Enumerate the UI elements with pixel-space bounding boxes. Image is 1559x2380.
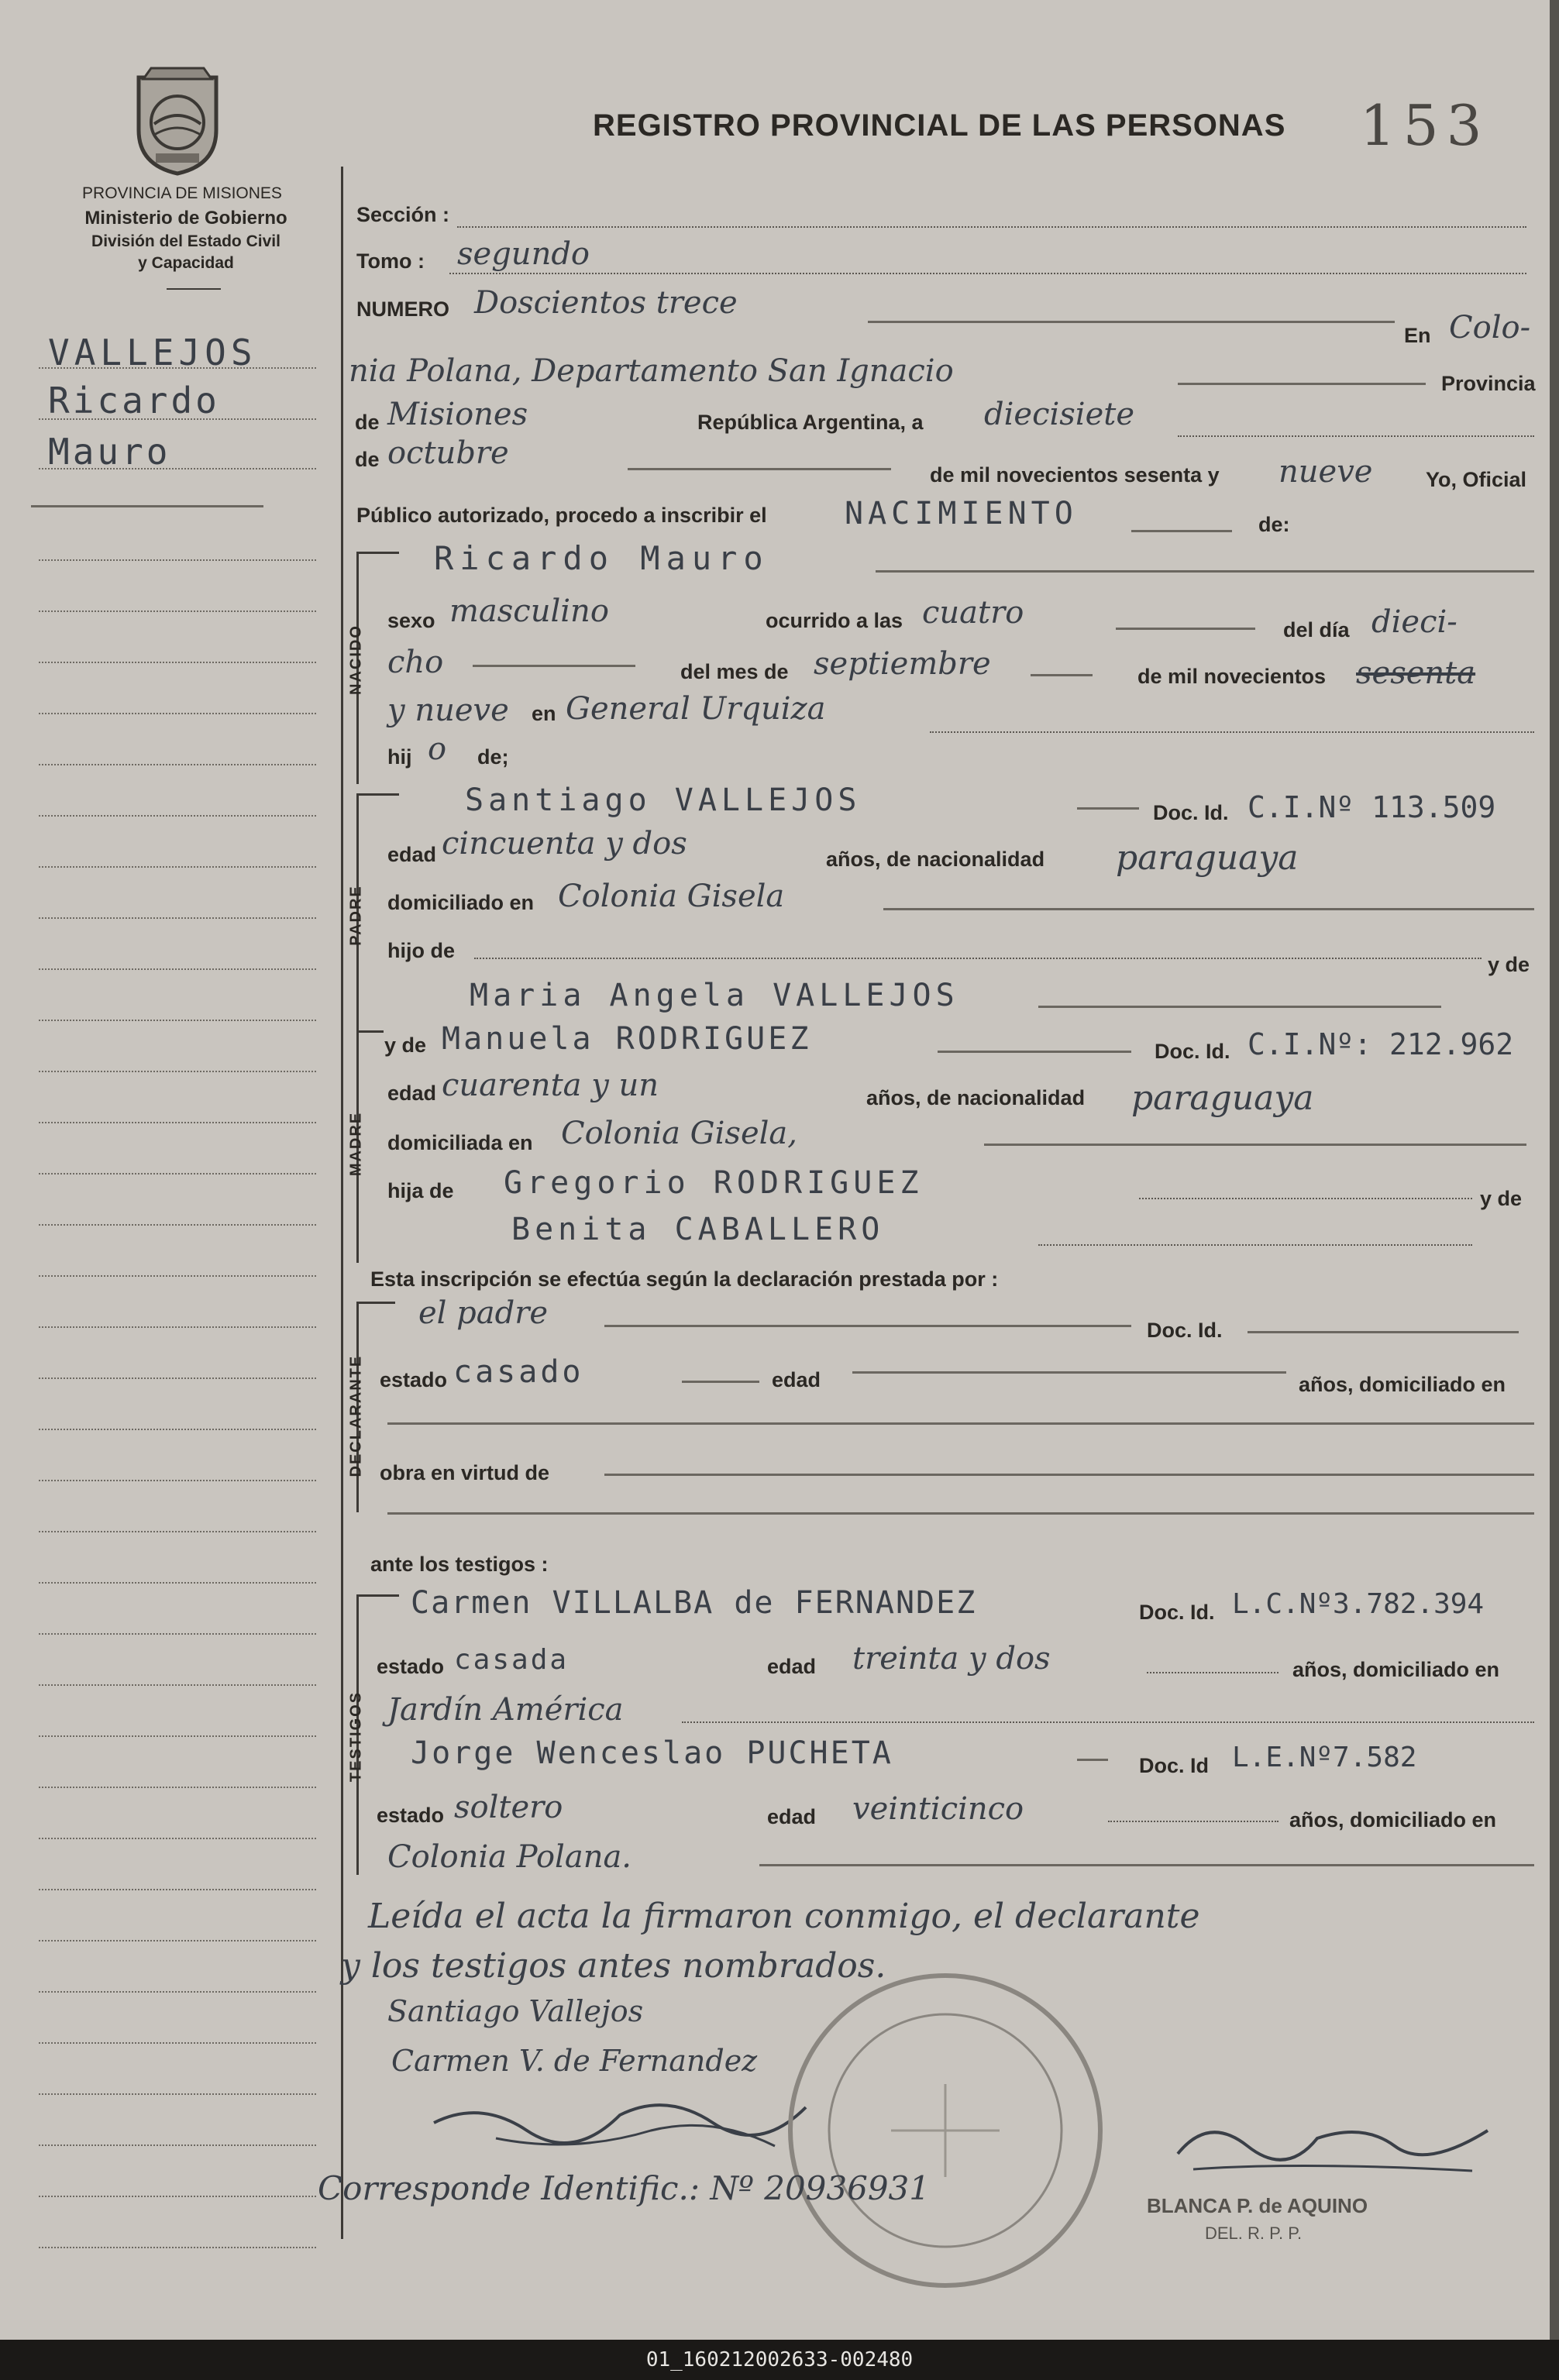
org-divider [167,288,221,290]
testigo2-domicilio: Colonia Polana. [387,1839,632,1875]
padre-nacionalidad: paraguaya [1116,838,1299,878]
madre-madre-nombre: Benita CABALLERO [511,1212,885,1247]
madre-hija-de-label: hija de [387,1179,454,1202]
margin-surname: VALLEJOS [48,332,257,373]
hijo-label: hij [387,745,412,769]
madre-nacionalidad: paraguaya [1131,1078,1314,1118]
testigo1-anios-label: años, domiciliado en [1292,1658,1500,1681]
testigo2-nombre: Jorge Wenceslao PUCHETA [411,1735,893,1771]
dia-value: diecisiete [984,397,1135,432]
milnov-label: de mil novecientos [1137,665,1327,688]
seccion-label: Sección : [356,203,450,226]
testigo2-estado-value: soltero [454,1790,563,1825]
padre-edad-value: cincuenta y dos [442,826,687,862]
mes-value: octubre [387,435,509,471]
tomo-label: Tomo : [356,249,425,273]
cierre-line-2: y los testigos antes nombrados. [341,1946,886,1986]
madre-edad-label: edad [387,1082,437,1105]
de-label: de [355,411,380,434]
testigos-section-label: TESTIGOS [347,1690,365,1783]
declarante-section-label: DECLARANTE [347,1354,365,1477]
mil-label: de mil novecientos sesenta y [930,463,1220,487]
declarante-edad-label: edad [772,1368,821,1391]
padre-edad-label: edad [387,843,437,866]
testigo2-edad-value: veinticinco [852,1791,1024,1827]
publico-label: Público autorizado, procedo a inscribir el [356,504,767,527]
padre-doc-label: Doc. Id. [1153,801,1229,824]
nacido-nombre: Ricardo Mauro [434,539,769,577]
org-line-4: y Capacidad [138,254,234,272]
hijo-value: o [428,731,447,767]
testigo1-domicilio: Jardín América [387,1692,624,1728]
dia-value-2: cho [387,645,444,680]
padre-yde-label: y de [1488,953,1530,976]
anio-value-nacido-2: y nueve [387,693,509,728]
en-label-nacido: en [532,702,556,725]
padre-doc-value: C.I.Nº 113.509 [1248,790,1496,824]
testigo2-anios-label: años, domiciliado en [1289,1808,1497,1831]
madre-yde-label: y de [384,1034,427,1057]
register-title: REGISTRO PROVINCIAL DE LAS PERSONAS [593,108,1286,143]
signature-scribble-icon [418,2076,821,2162]
declarante-estado-label: estado [380,1368,448,1391]
declarante-estado-value: casado [453,1354,584,1390]
anio-value: nueve [1279,454,1373,490]
official-signature-icon [1162,2100,1503,2185]
oficial-cargo: DEL. R. P. P. [1205,2224,1303,2243]
org-line-2: Ministerio de Gobierno [84,208,287,229]
padre-domicilio-value: Colonia Gisela [558,879,785,914]
dia-value: dieci- [1371,604,1457,640]
declarante-doc-label: Doc. Id. [1147,1319,1223,1342]
nacido-section-label: NACIDO [347,624,365,695]
de-label-2: de [355,448,380,471]
testigo1-edad-value: treinta y dos [852,1641,1051,1677]
official-stamp-icon [775,1960,1116,2301]
anio-value-nacido: sesenta [1356,655,1476,691]
padre-domicilio-label: domiciliado en [387,891,535,914]
book-binding-edge [1550,0,1559,2340]
madre-doc-value: C.I.Nº: 212.962 [1248,1027,1514,1061]
nota-identificacion: Corresponde Identific.: Nº 20936931 [318,2169,931,2207]
delmes-label: del mes de [680,660,789,683]
margin-close-line [31,505,263,507]
testigo2-doc-value: L.E.Nº7.582 [1232,1742,1417,1773]
lugar-nacido: General Urquiza [566,691,826,727]
testigo1-doc-value: L.C.Nº3.782.394 [1232,1588,1485,1620]
page-number: 153 [1360,93,1490,158]
org-line-3: División del Estado Civil [91,232,280,250]
testigos-intro: ante los testigos : [370,1553,549,1576]
testigo1-nombre: Carmen VILLALBA de FERNANDEZ [411,1585,977,1621]
testigo1-estado-value: casada [454,1644,570,1676]
declarante-nombre: el padre [418,1295,549,1331]
en-label: En [1404,324,1431,347]
oficial-nombre: BLANCA P. de AQUINO [1147,2194,1368,2217]
padre-nombre: Santiago VALLEJOS [465,782,862,818]
madre-anios-label: años, de nacionalidad [866,1086,1086,1109]
firma-declarante: Santiago Vallejos [387,1994,644,2028]
margin-rule [341,167,343,2239]
hora-value: cuatro [922,595,1024,631]
padre-hijo-de-label: hijo de [387,939,455,962]
lugar-value: nia Polana, Departamento San Ignacio [349,353,954,389]
padre-anios-label: años, de nacionalidad [826,848,1045,871]
cierre-line-1: Leída el acta la firmaron conmigo, el declarante [368,1897,1200,1936]
numero-value: Doscientos trece [474,285,738,321]
sexo-label: sexo [387,609,435,632]
tomo-value: segundo [457,236,590,272]
margin-name-1: Ricardo [48,380,220,421]
hijo-de-label: de; [477,745,509,769]
deldia-label: del día [1283,618,1350,641]
madre-section-label: MADRE [347,1111,365,1177]
numero-label: NUMERO [356,298,449,321]
de2-label: de: [1258,513,1290,536]
declarante-obra-label: obra en virtud de [380,1461,550,1484]
en-value: Colo- [1449,310,1531,346]
republica-label: República Argentina, a [697,411,924,434]
madre-doc-label: Doc. Id. [1155,1040,1230,1063]
testigo1-edad-label: edad [767,1655,817,1678]
madre-domicilio-label: domiciliada en [387,1131,533,1154]
ocurrido-label: ocurrido a las [766,609,903,632]
madre-padre-nombre: Gregorio RODRIGUEZ [504,1165,924,1201]
image-id-footer: 01_160212002633-002480 [0,2340,1559,2380]
mes-value-nacido: septiembre [814,646,991,682]
firma-testigo: Carmen V. de Fernandez [391,2044,758,2078]
acto-value: NACIMIENTO [845,496,1078,531]
declarante-anios-label: años, domiciliado en [1299,1373,1506,1396]
testigo1-estado-label: estado [377,1655,445,1678]
provincia-value: Misiones [387,397,528,432]
sexo-value: masculino [449,593,609,629]
padre-madre-nombre: Maria Angela VALLEJOS [470,978,959,1013]
madre-yde2-label: y de [1480,1187,1523,1210]
testigo1-doc-label: Doc. Id. [1139,1601,1215,1624]
org-line-1: PROVINCIA DE MISIONES [82,184,282,202]
provincial-seal-icon [128,60,227,177]
testigo2-edad-label: edad [767,1805,817,1828]
madre-nombre: Manuela RODRIGUEZ [442,1021,812,1057]
padre-section-label: PADRE [347,885,365,946]
testigo2-estado-label: estado [377,1804,445,1827]
provincia-label: Provincia [1441,372,1536,395]
declarante-intro: Esta inscripción se efectúa según la declaración prestada por : [370,1267,999,1291]
madre-domicilio-value: Colonia Gisela, [561,1116,797,1151]
madre-edad-value: cuarenta y un [442,1068,659,1103]
yo-oficial-label: Yo, Oficial [1426,468,1527,491]
testigo2-doc-label: Doc. Id [1139,1754,1210,1777]
margin-name-2: Mauro [48,431,171,473]
